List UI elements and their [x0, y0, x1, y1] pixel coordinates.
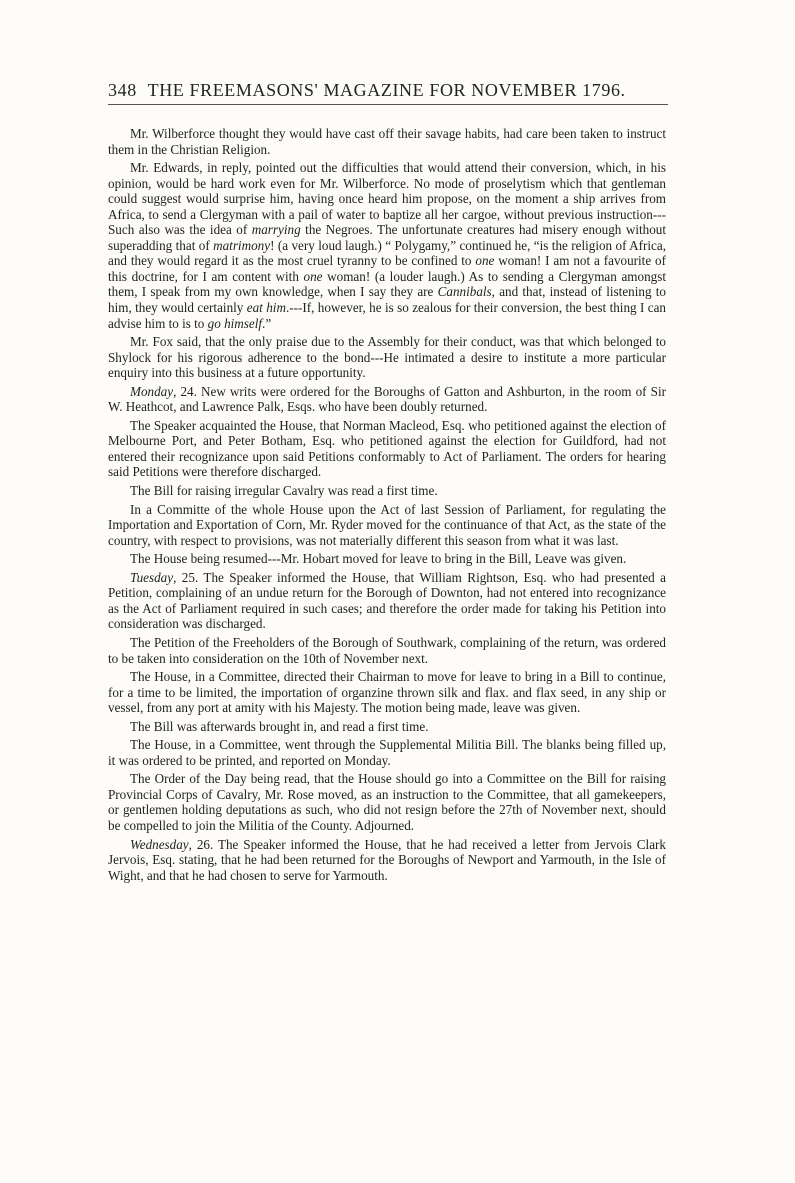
- italic-text: Monday: [130, 383, 174, 399]
- paragraph: [108, 635, 666, 666]
- page-number: 348: [108, 80, 137, 100]
- text-run: .---If, however, he is so zealous for their conversion, the best thing I can advise him to is to: [108, 300, 666, 331]
- italic-text: marrying: [251, 222, 301, 238]
- article-body: [108, 126, 666, 886]
- running-title: THE FREEMASONS' MAGAZINE FOR NOVEMBER 1796.: [147, 80, 626, 100]
- italic-text: eat him: [246, 300, 286, 316]
- running-header: [108, 80, 668, 101]
- text-run: ! (a very loud laugh.) “ Polygamy,” continued he, “is the religion of Africa, and they would regard it as the most cruel tyranny to be confined to: [108, 237, 667, 269]
- paragraph: [108, 334, 666, 381]
- text-run: Mr. Wilberforce thought they would have cast off their savage habits, had care been taken to instruct them in the Christian Religion.: [108, 126, 666, 157]
- text-run: The House being resumed---Mr. Hobart moved for leave to bring in the Bill, Leave was given.: [130, 551, 627, 567]
- italic-text: Wednesday: [130, 836, 189, 852]
- header-rule: [108, 104, 668, 105]
- text-run: Mr. Fox said, that the only praise due to the Assembly for their conduct, was that which belonged to Shylock for his rigorous adherence to the bond---He intimated a desire to institute a more particular enquiry into this business at a future opportunity.: [108, 334, 666, 381]
- text-run: , 25. The Speaker informed the House, that William Rightson, Esq. who had presented a Petition, complaining of an undue return for the Borough of Downton, had not entered into recognizance as the Act of Parliament required in such cases; and therefore the order made for taking his Petition into consideration was discharged.: [108, 569, 666, 632]
- italic-text: Cannibals: [437, 284, 492, 300]
- paragraph: [108, 771, 666, 833]
- paragraph: [108, 570, 666, 632]
- text-run: woman! I am not a favourite of this doctrine, for I am content with: [108, 253, 666, 284]
- text-run: The Bill for raising irregular Cavalry was read a first time.: [130, 483, 438, 499]
- paragraph: [108, 669, 666, 716]
- italic-text: go himself: [207, 315, 263, 331]
- italic-text: one: [475, 253, 495, 269]
- italic-text: matrimony: [213, 237, 271, 253]
- paragraph: [108, 160, 666, 331]
- paragraph: [108, 837, 666, 884]
- paragraph: [108, 551, 666, 567]
- paragraph: [108, 737, 666, 768]
- text-run: the Negroes. The unfortunate creatures had misery enough without superadding that of: [108, 222, 667, 253]
- text-run: woman! (a louder laugh.) As to sending a Clergyman amongst them, I speak from my own knowledge, when I say they are: [108, 268, 666, 300]
- text-run: The Order of the Day being read, that the House should go into a Committee on the Bill for raising Provincial Corps of Cavalry, Mr. Rose moved, as an instruction to the Committee, that all gamekeepers, or gentlemen holding deputations as such, who did not resign before the 27th of November next, should be compelled to join the Militia of the County. Adjourned.: [108, 771, 666, 833]
- paragraph: [108, 126, 666, 157]
- italic-text: one: [303, 268, 323, 284]
- text-run: The Petition of the Freeholders of the Borough of Southwark, complaining of the return, was ordered to be taken into consideration on the 10th of November next.: [108, 634, 666, 666]
- text-run: , 24. New writs were ordered for the Boroughs of Gatton and Ashburton, in the room of Sir W. Heathcot, and Lawrence Palk, Esqs. who have been doubly returned.: [108, 383, 666, 415]
- text-run: , 26. The Speaker informed the House, that he had received a letter from Jervois Clark Jervois, Esq. stating, that he had been returned for the Boroughs of Newport and Yarmouth, in the Isle of Wight, and that he had chosen to serve for Yarmouth.: [108, 836, 666, 883]
- paragraph: [108, 483, 666, 499]
- text-run: .”: [262, 315, 272, 331]
- paragraph: [108, 418, 666, 480]
- italic-text: Tuesday: [130, 569, 174, 585]
- text-run: Mr. Edwards, in reply, pointed out the difficulties that would attend their conversion, which, in his opinion, would be hard work even for Mr. Wilberforce. No mode of proselytism which that gentleman could suggest would surprise him, having once heard him propose, on the moment a ship arrives from Africa, to send a Clergyman with a pail of water to baptize all her cargoe, without previous instruction---Such also was the idea of: [108, 160, 666, 238]
- text-run: The House, in a Committee, directed their Chairman to move for leave to bring in a Bill to continue, for a time to be limited, the importation of organzine thrown silk and flax. and flax seed, in any ship or vessel, from any port at amity with his Majesty. The motion being made, leave was given.: [108, 669, 666, 716]
- text-run: , and that, instead of listening to him, they would certainly: [108, 284, 666, 316]
- text-run: The Bill was afterwards brought in, and read a first time.: [130, 718, 429, 734]
- paragraph: [108, 719, 666, 735]
- text-run: The House, in a Committee, went through the Supplemental Militia Bill. The blanks being filled up, it was ordered to be printed, and reported on Monday.: [108, 737, 666, 768]
- paragraph: [108, 502, 666, 549]
- text-run: The Speaker acquainted the House, that Norman Macleod, Esq. who petitioned against the election of Melbourne Port, and Peter Botham, Esq. who petitioned against the election for Guildford, had not entered their recognizance upon said Petitions conformably to Act of Parliament. The orders for hearing said Petitions were therefore discharged.: [108, 417, 666, 480]
- text-run: In a Committe of the whole House upon the Act of last Session of Parliament, for regulating the Importation and Exportation of Corn, Mr. Ryder moved for the continuance of that Act, as the state of the country, with respect to provisions, was not materially different this season from what it was last.: [108, 501, 666, 548]
- paragraph: [108, 384, 666, 415]
